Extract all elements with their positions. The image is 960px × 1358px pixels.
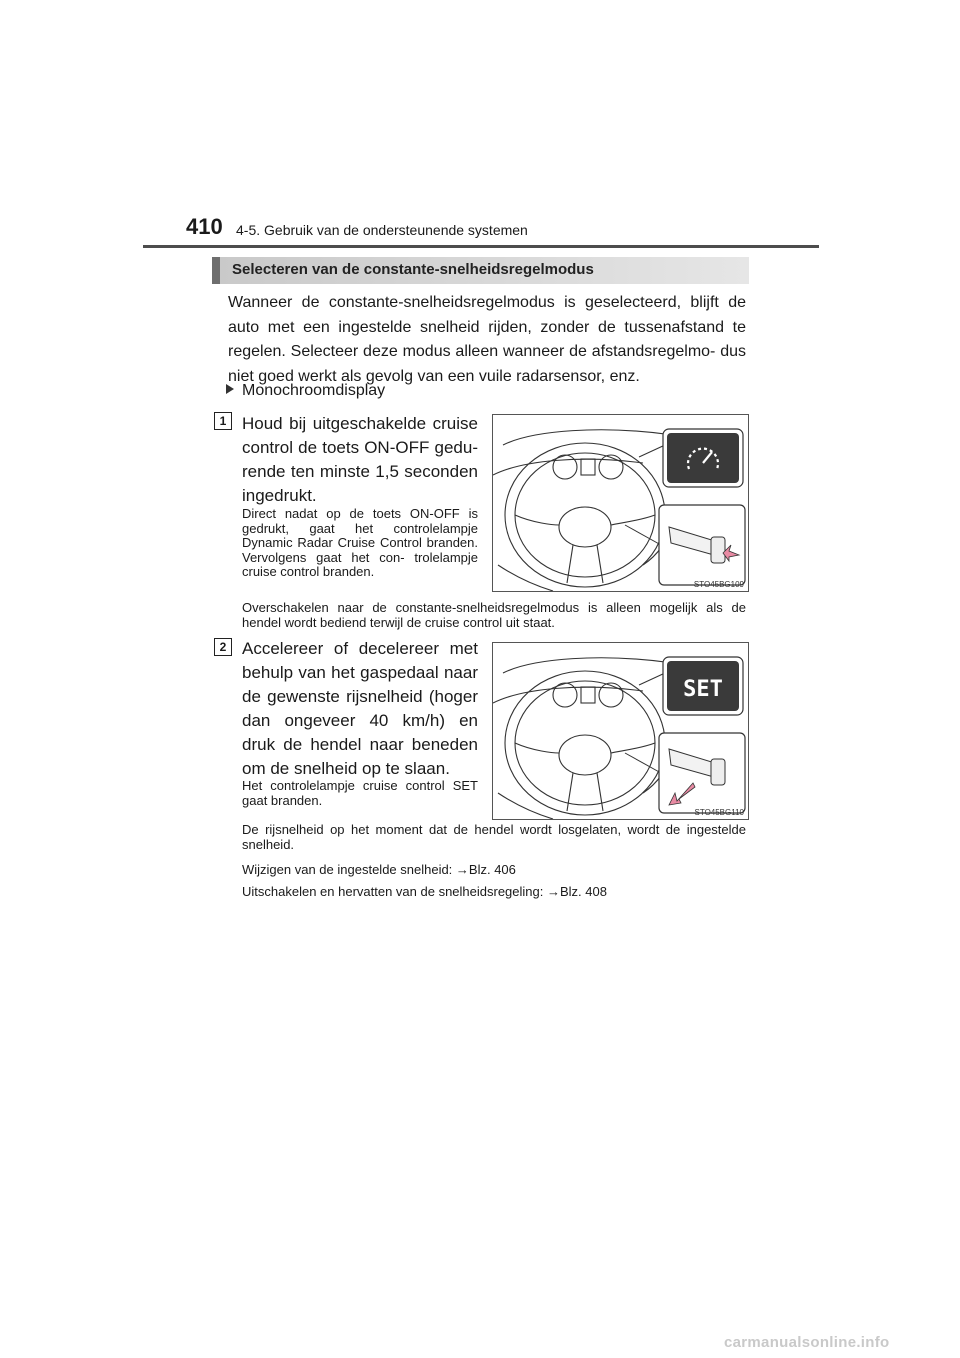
figure-code: STO45BG110 xyxy=(694,808,744,817)
steering-wheel-illustration xyxy=(493,415,748,591)
cross-reference-2[interactable]: Uitschakelen en hervatten van de snelheidsregeling: →Blz. 408 xyxy=(242,884,607,899)
figure-code: STO45BG109 xyxy=(693,580,744,589)
step-1-detail: Direct nadat op de toets ON-OFF is gedrukt, gaat het controlelampje Dynamic Radar Cruise Control branden. Vervolgens gaat het con- trolelampje cruise control branden. xyxy=(242,506,478,579)
figure-step-2 xyxy=(492,642,749,820)
chapter-title: 4-5. Gebruik van de ondersteunende systemen xyxy=(236,222,528,238)
step-2-text: Accelereer of decelereer met behulp van het gaspedaal naar de gewenste rijsnelheid (hoger dan ongeveer 40 km/h) en druk de hendel naar beneden om de snelheid op te slaan. xyxy=(242,639,478,778)
step-1-note: Overschakelen naar de constante-snelheidsregelmodus is alleen mogelijk als de hendel wordt bediend terwijl de cruise control uit staat. xyxy=(242,600,746,630)
section-title: Selecteren van de constante-snelheidsregelmodus xyxy=(232,261,594,278)
step-number-1: 1 xyxy=(214,412,232,430)
cross-reference-1[interactable]: Wijzigen van de ingestelde snelheid: →Blz. 406 xyxy=(242,862,516,877)
step-number-2: 2 xyxy=(214,638,232,656)
step-2-note: De rijsnelheid op het moment dat de hendel wordt losgelaten, wordt de ingestelde snelheid. xyxy=(242,822,746,852)
triangle-bullet-icon xyxy=(226,384,234,394)
figure-step-1 xyxy=(492,414,749,592)
step-1-text: Houd bij uitgeschakelde cruise control de toets ON-OFF gedu- rende ten minste 1,5 seconden ingedrukt. xyxy=(242,414,478,505)
page-number: 410 xyxy=(186,214,223,239)
section-header xyxy=(212,257,749,284)
step-2-detail: Het controlelampje cruise control SET gaat branden. xyxy=(242,778,478,808)
header-rule xyxy=(143,245,819,248)
watermark: carmanualsonline.info xyxy=(724,1334,890,1351)
display-type-label: Monochroomdisplay xyxy=(242,382,386,399)
section-intro: Wanneer de constante-snelheidsregelmodus is geselecteerd, blijft de auto met een ingestelde snelheid rijden, zonder de tussenafstand te regelen. Selecteer deze modus alleen wanneer de afstandsregelmo- dus niet goed werkt als gevolg van een vuile radarsensor, enz. xyxy=(228,294,746,385)
display-type-heading xyxy=(226,382,385,400)
steering-wheel-illustration xyxy=(493,643,748,819)
set-indicator-label: SET xyxy=(683,677,723,702)
